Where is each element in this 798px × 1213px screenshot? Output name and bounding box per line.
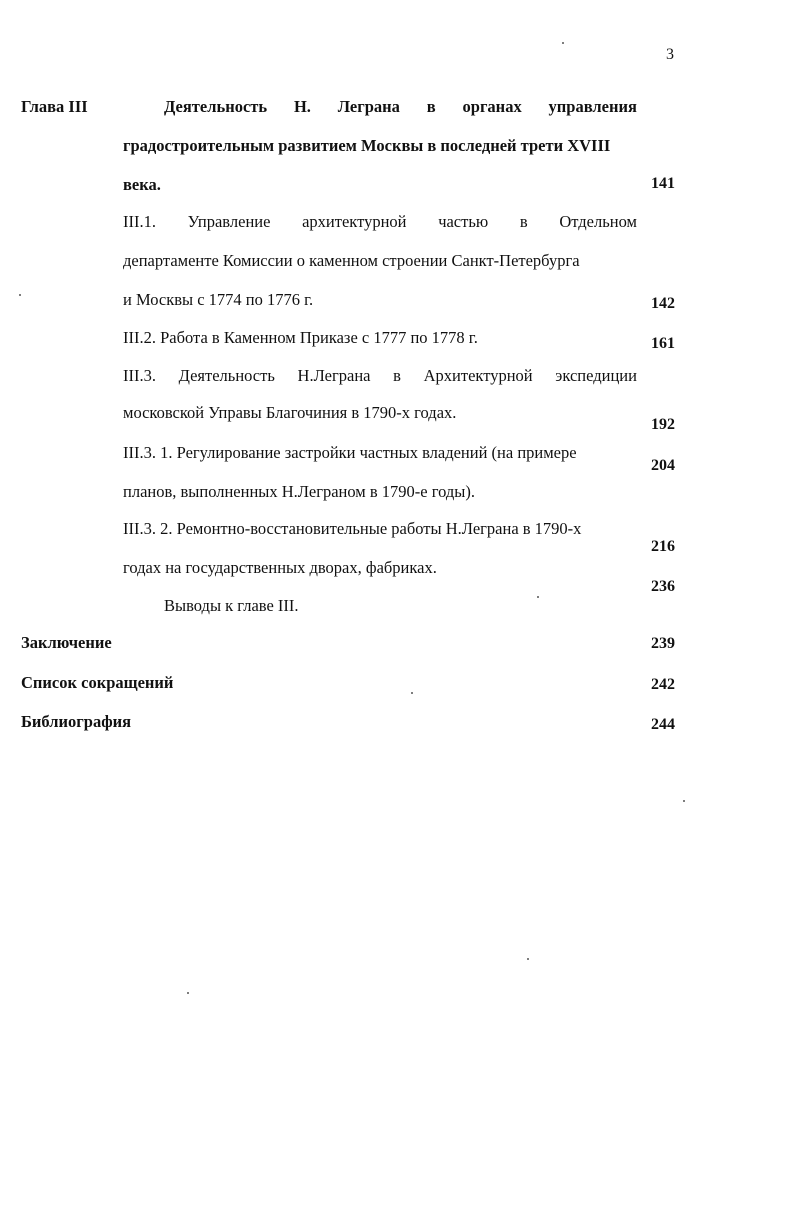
section-6-page: 236 — [651, 578, 675, 595]
title-word: Н. — [293, 97, 311, 116]
section-1-line3: и Москвы с 1774 по 1776 г. — [123, 290, 314, 309]
section-2-line1: III.2. Работа в Каменном Приказе с 1777 по 1778 г. — [123, 328, 478, 347]
section-word: Управление — [187, 212, 271, 231]
scan-speck — [537, 596, 539, 598]
section-word: Отдельном — [559, 212, 637, 231]
back-matter-abbreviations-page: 242 — [651, 676, 675, 693]
section-word: экспедиции — [555, 366, 637, 385]
section-4-line2: планов, выполненных Н.Леграном в 1790-е годы). — [123, 482, 475, 501]
section-6-line1: Выводы к главе III. — [164, 596, 299, 615]
section-3-line2: московской Управы Благочиния в 1790-х годах. — [123, 403, 457, 422]
section-5-page: 216 — [651, 538, 675, 555]
chapter-title-line2: градостроительным развитием Москвы в последней трети XVIII — [123, 136, 611, 155]
section-word: архитектурной — [302, 212, 407, 231]
title-word: управления — [548, 97, 637, 116]
chapter-title-line1 — [164, 97, 637, 117]
section-4-page: 204 — [651, 457, 675, 474]
section-1-page: 142 — [651, 295, 675, 312]
scan-speck — [411, 692, 413, 694]
section-word: Архитектурной — [423, 366, 533, 385]
title-word: Леграна — [337, 97, 400, 116]
back-matter-abbreviations: Список сокращений — [21, 673, 174, 692]
section-3-page: 192 — [651, 416, 675, 433]
scan-speck — [527, 958, 529, 960]
title-word: Деятельность — [164, 97, 268, 116]
back-matter-bibliography: Библиография — [21, 712, 132, 731]
section-5-line1: III.3. 2. Ремонтно-восстановительные работы Н.Леграна в 1790-х — [123, 519, 582, 538]
chapter-label: Глава III — [21, 97, 88, 116]
section-2-page: 161 — [651, 335, 675, 352]
section-word: III.1. — [123, 212, 156, 231]
scan-speck — [19, 294, 21, 296]
section-word: Н.Леграна — [297, 366, 371, 385]
back-matter-conclusion-page: 239 — [651, 635, 675, 652]
title-word: органах — [462, 97, 522, 116]
title-word: в — [426, 97, 436, 116]
section-4-line1: III.3. 1. Регулирование застройки частных владений (на примере — [123, 443, 577, 462]
section-word: частью — [438, 212, 489, 231]
section-1-line2: департаменте Комиссии о каменном строении Санкт-Петербурга — [123, 251, 580, 270]
section-word: в — [519, 212, 528, 231]
section-5-line2: годах на государственных дворах, фабриках. — [123, 558, 437, 577]
back-matter-conclusion: Заключение — [21, 633, 112, 652]
back-matter-bibliography-page: 244 — [651, 716, 675, 733]
section-3-line1 — [123, 366, 637, 386]
chapter-page: 141 — [651, 175, 675, 192]
section-1-line1 — [123, 212, 637, 232]
section-word: в — [393, 366, 401, 385]
scan-speck — [562, 42, 564, 44]
chapter-title-line3: века. — [123, 175, 161, 194]
page-number: 3 — [666, 46, 674, 63]
section-word: III.3. — [123, 366, 156, 385]
scan-speck — [187, 992, 189, 994]
section-word: Деятельность — [178, 366, 275, 385]
scan-speck — [683, 800, 685, 802]
